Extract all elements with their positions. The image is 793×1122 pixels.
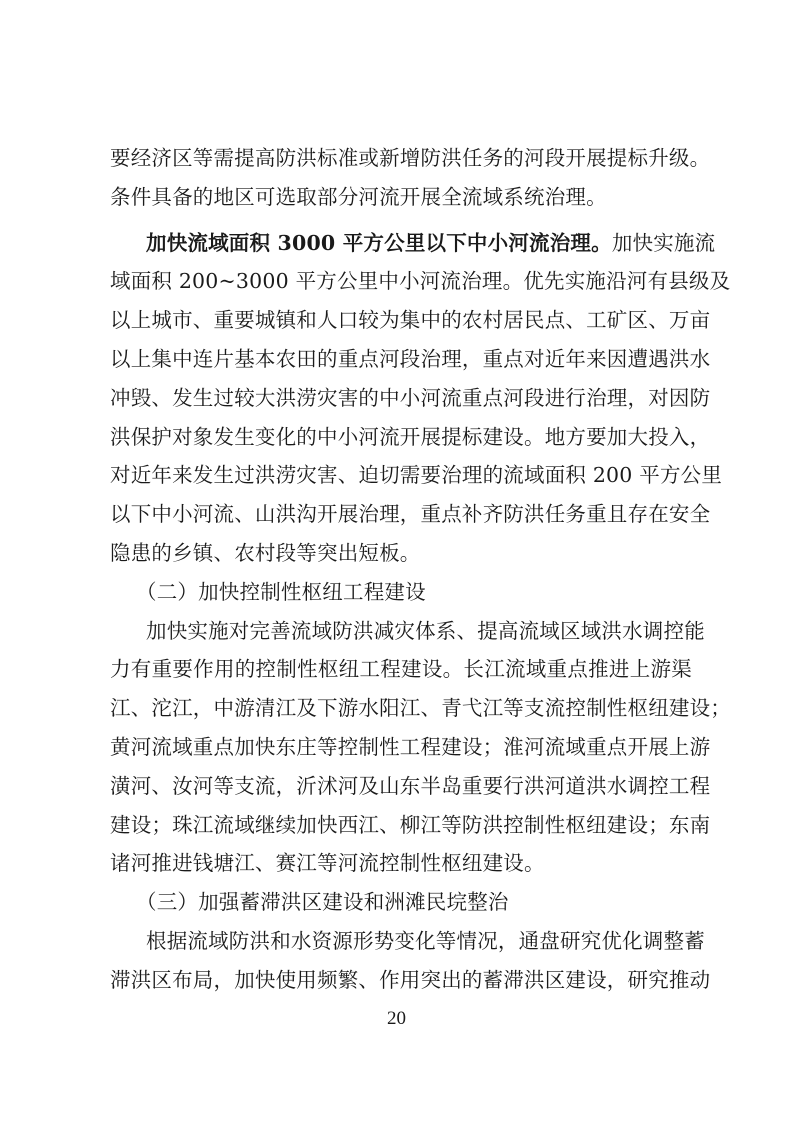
paragraph (110, 612, 731, 884)
text-line: 诸河推进钱塘江、赛江等河流控制性枢纽建设。 (110, 851, 545, 876)
text-line: 条件具备的地区可选取部分河流开展全流域系统治理。 (110, 184, 607, 209)
text-line: 洪保护对象发生变化的中小河流开展提标建设。地方要加大投入， (110, 424, 711, 449)
text-line: 域面积 200~3000 平方公里中小河流治理。优先实施沿河有县级及 (110, 269, 731, 294)
text-line: 以上集中连片基本农田的重点河段治理，重点对近年来因遭遇洪水 (110, 346, 711, 371)
text-line: 对近年来发生过洪涝灾害、迫切需要治理的流域面积 200 平方公里 (110, 463, 723, 488)
section-heading (110, 573, 692, 612)
bold-lead-sentence: 加快流域面积 3000 平方公里以下中小河流治理。 (146, 230, 612, 255)
text-line: 冲毁、发生过较大洪涝灾害的中小河流重点河段进行治理，对因防 (110, 385, 711, 410)
line-text: 加快实施流 (611, 230, 716, 255)
text-line: 黄河流域重点加快东庄等控制性工程建设；淮河流域重点开展上游 (110, 734, 711, 759)
text-line: 根据流域防洪和水资源形势变化等情况，通盘研究优化调整蓄 (146, 928, 705, 953)
text-line: 加快实施对完善流域防洪减灾体系、提高流域区域洪水调控能 (146, 618, 705, 643)
text-line: 建设；珠江流域继续加快西江、柳江等防洪控制性枢纽建设；东南 (110, 812, 711, 837)
text-line: （三）加强蓄滞洪区建设和洲滩民垸整治 (136, 890, 509, 915)
text-line: 江、沱江，中游清江及下游水阳江、青弋江等支流控制性枢纽建设； (110, 696, 731, 721)
paragraph (110, 922, 711, 1000)
text-line: 潢河、汝河等支流，沂沭河及山东半岛重要行洪河道洪水调控工程 (110, 773, 711, 798)
document-body (110, 139, 731, 1000)
text-line: 隐患的乡镇、农村段等突出短板。 (110, 540, 421, 565)
text-line: 滞洪区布局，加快使用频繁、作用突出的蓄滞洪区建设，研究推动 (110, 967, 711, 992)
text-line: 要经济区等需提高防洪标准或新增防洪任务的河段开展提标升级。 (110, 146, 711, 170)
text-line: 力有重要作用的控制性枢纽工程建设。长江流域重点推进上游渠 (110, 657, 692, 682)
paragraph (110, 224, 731, 573)
text-line: （二）加快控制性枢纽工程建设 (136, 579, 426, 604)
text-line (110, 224, 716, 263)
paragraph (110, 139, 711, 217)
text-line: 以上城市、重要城镇和人口较为集中的农村居民点、工矿区、万亩 (110, 308, 711, 333)
page-number: 20 (387, 1008, 406, 1029)
text-line: 以下中小河流、山洪沟开展治理，重点补齐防洪任务重且存在安全 (110, 502, 711, 527)
section-heading (110, 883, 692, 922)
